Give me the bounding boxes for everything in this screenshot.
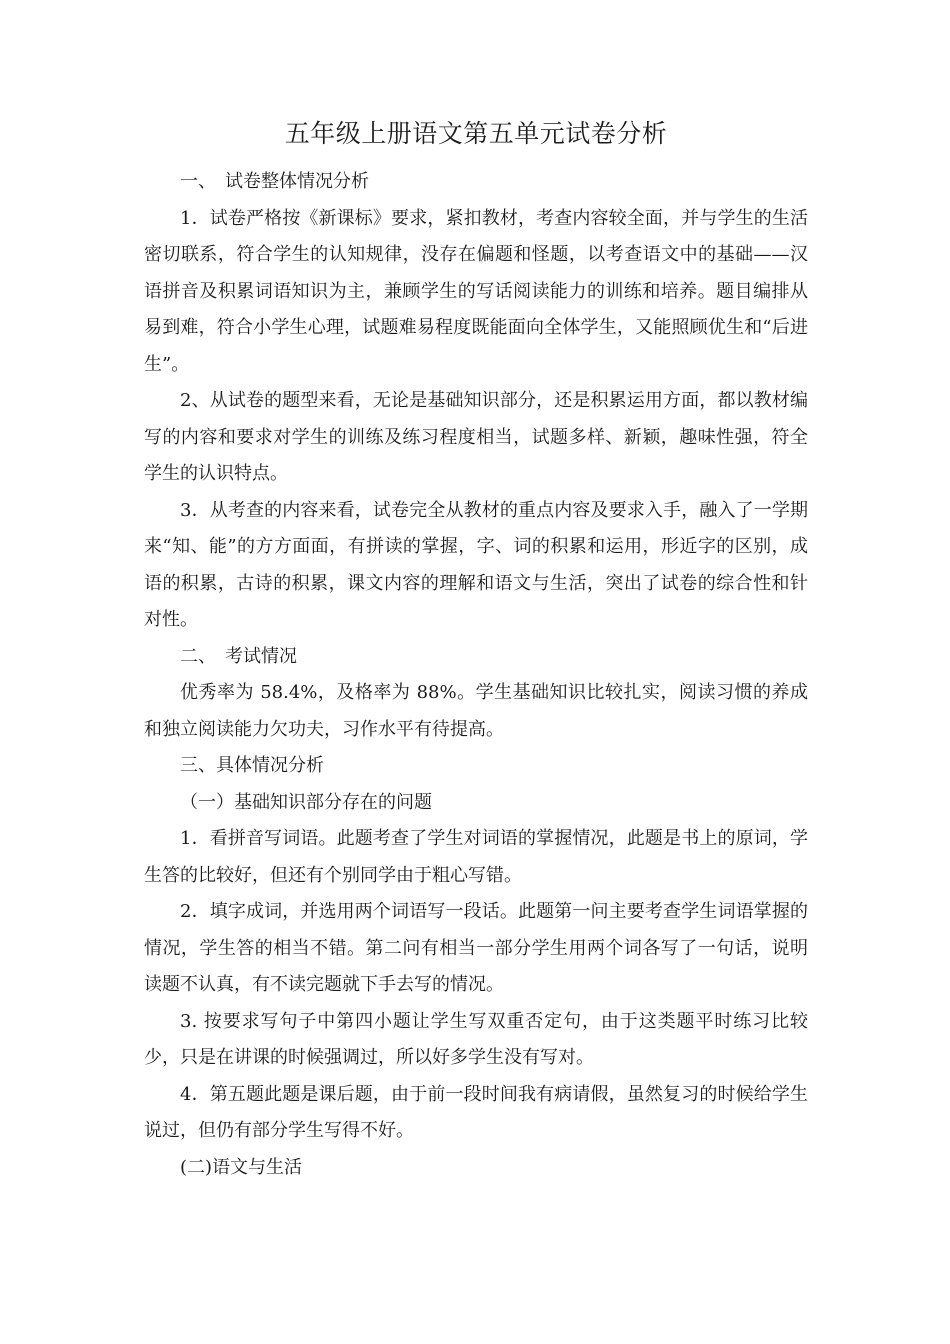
section-heading-1: 一、 试卷整体情况分析 [180, 171, 369, 192]
document-title: 五年级上册语文第五单元试卷分析 [284, 119, 668, 148]
paragraph-5: 1．看拼音写词语。此题考查了学生对词语的掌握情况，此题是书上的原词，学生答的比较好，但还有个别同学由于粗心写错。 [144, 828, 808, 886]
paragraph-4: 优秀率为 58.4%，及格率为 88%。学生基础知识比较扎实，阅读习惯的养成和独立阅读能力欠功夫，习作水平有待提高。 [144, 682, 808, 740]
paragraph-6: 2．填字成词，并选用两个词语写一段话。此题第一问主要考查学生词语掌握的情况，学生答的相当不错。第二问有相当一部分学生用两个词各写了一句话，说明读题不认真，有不读完题就下手去写的情况。 [144, 901, 808, 995]
section-heading-3: 三、具体情况分析 [180, 755, 324, 776]
subsection-heading-2: (二)语文与生活 [180, 1156, 303, 1178]
paragraph-8: 4．第五题此题是课后题，由于前一段时间我有病请假，虽然复习的时候给学生说过，但仍有部分学生写得不好。 [144, 1083, 808, 1141]
section-heading-2: 二、 考试情况 [180, 645, 297, 667]
paragraph-1: 1．试卷严格按《新课标》要求，紧扣教材，考查内容较全面，并与学生的生活密切联系，符合学生的认知规律，没存在偏题和怪题，以考查语文中的基础——汉语拼音及积累词语知识为主，兼顾学生的写话阅读能力的训练和培养。题目编排从易到难，符合小学生心理，试题难易程度既能面向全体学生，又能照顾优生和“后进生”。 [144, 207, 808, 375]
paragraph-2: 2、从试卷的题型来看，无论是基础知识部分，还是积累运用方面，都以教材编写的内容和要求对学生的训练及练习程度相当，试题多样、新颖，趣味性强，符全学生的认识特点。 [144, 390, 808, 484]
subsection-heading-1: （一）基础知识部分存在的问题 [180, 791, 432, 813]
paragraph-3: 3．从考查的内容来看，试卷完全从教材的重点内容及要求入手，融入了一学期来“知、能”的方方面面，有拼读的掌握，字、词的积累和运用，形近字的区别，成语的积累，古诗的积累，课文内容的理解和语文与生活，突出了试卷的综合性和针对性。 [144, 499, 808, 630]
paragraph-7: 3. 按要求写句子中第四小题让学生写双重否定句，由于这类题平时练习比较少，只是在讲课的时候强调过，所以好多学生没有写对。 [144, 1010, 808, 1068]
document-page [144, 112, 808, 1186]
